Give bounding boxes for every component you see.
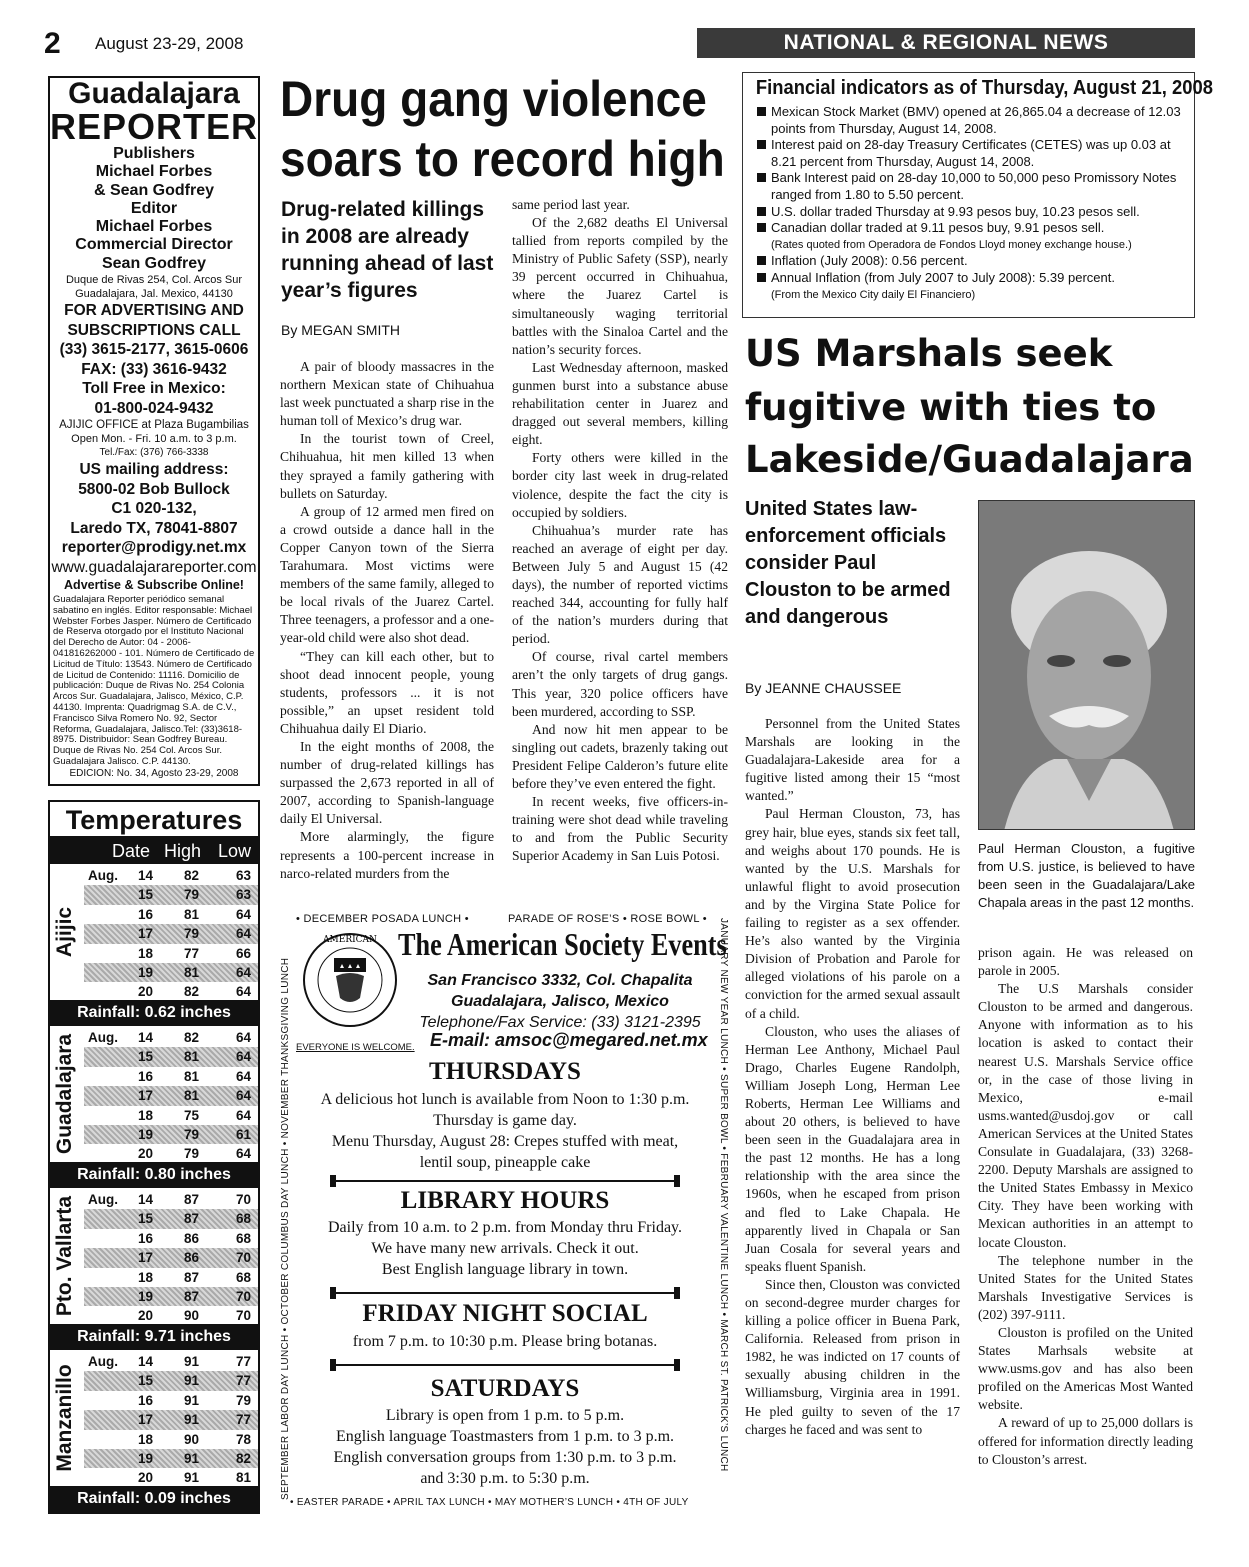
masthead-box bbox=[48, 76, 260, 786]
photo-caption: Paul Herman Clouston, a fugitive from U.S. justice, is believed to have been seen in the Guadalajara/Lake Chapala areas in the past 12 months. bbox=[978, 841, 1195, 910]
paragraph: Since then, Clouston was convicted on second-degree murder charges for killing a police officer in Buena Park, California. Released from prison in 1982, he was indicted on 17 counts of sexually abusing children in the Williamsburg, Virginia area in 1991. He pled guilty to seven of the 17 charges he faced and was sent to bbox=[745, 1276, 960, 1437]
paragraph: In the eight months of 2008, the number of drug-related killings has surpassed the 2,673 reported in all of 2007, according to Spanish-language daily El Universal. bbox=[280, 738, 494, 827]
paragraph: Chihuahua’s murder rate has reached an average of eight per day. Between July 5 and August 15 (42 days), the number of reported victims reached 344, accounting for fully half of the nation’s murders during that period. bbox=[512, 522, 728, 647]
financial-item: Mexican Stock Market (BMV) opened at 26,865.04 a decrease of 12.03 points from Thursday, August 14, 2008. bbox=[757, 104, 1186, 137]
temperature-row: Aug. 14 82 63 bbox=[88, 868, 252, 883]
temperature-row: 17 81 64 bbox=[84, 1086, 258, 1105]
ad-divider bbox=[330, 1364, 680, 1366]
bullet-square-icon bbox=[757, 223, 766, 232]
temperature-row: 18 87 68 bbox=[138, 1269, 252, 1285]
temperature-row: 15 91 77 bbox=[84, 1371, 258, 1390]
ad-text: Library is open from 1 p.m. to 5 p.m. English language Toastmasters from 1 p.m. to 3 p.m. English conversation groups from 1:30 p.m. to 3 p.m. and 3:30 p.m. to 5:30 p.m. bbox=[333, 1407, 677, 1487]
ad-heading-friday: FRIDAY NIGHT SOCIAL bbox=[362, 1300, 648, 1327]
second-column-1 bbox=[745, 715, 960, 1439]
temperature-row: 16 91 79 bbox=[138, 1392, 252, 1408]
society-seal-icon bbox=[300, 928, 400, 1038]
us-mailing-line: Laredo TX, 78041-8807 bbox=[70, 519, 238, 537]
ad-welcome: EVERYONE IS WELCOME. bbox=[296, 1042, 415, 1053]
ad-border-bottom: • EASTER PARADE • APRIL TAX LUNCH • MAY MOTHER’S LUNCH • 4TH OF JULY bbox=[290, 1497, 689, 1508]
temperature-row: 20 82 64 bbox=[138, 984, 252, 1000]
city-block bbox=[50, 1350, 258, 1486]
paragraph: The telephone number in the United States for the United States Marshals Investigative Services is (202) 397-9111. bbox=[978, 1252, 1193, 1322]
advertising-call: FOR ADVERTISING AND bbox=[64, 302, 244, 320]
paragraph: same period last year. bbox=[512, 197, 630, 212]
temperature-row: 15 87 68 bbox=[84, 1209, 258, 1228]
phone-numbers: (33) 3615-2177, 3615-0606 bbox=[59, 341, 249, 359]
temperatures-box bbox=[48, 800, 260, 1514]
portrait-image bbox=[979, 501, 1195, 830]
ad-border-right: JANUARY NEW YEAR LUNCH • SUPER BOWL • FEBRUARY VALENTINE LUNCH • MARCH ST. PATRICK’S LUNCH bbox=[718, 918, 729, 1472]
financial-indicators-box bbox=[742, 72, 1213, 318]
city-name: Manzanillo bbox=[53, 1364, 76, 1472]
ad-heading-library: LIBRARY HOURS bbox=[400, 1187, 610, 1214]
paragraph: A reward of up to 25,000 dollars is offered for information directly leading to Clouston’s arrest. bbox=[978, 1415, 1193, 1467]
col-date: Date bbox=[112, 841, 151, 861]
paragraph: “They can kill each other, but to shoot dead innocent people, young students, professors ... it is not possible,” an upset resident told Chihuahua daily El Diario. bbox=[280, 648, 494, 736]
bullet-square-icon bbox=[757, 273, 766, 282]
main-column-2 bbox=[512, 196, 728, 865]
second-headline-line2: fugitive with ties to bbox=[745, 386, 1157, 429]
temperature-row: 15 79 63 bbox=[84, 885, 258, 904]
masthead-title: Guadalajara bbox=[68, 77, 240, 110]
paragraph: A group of 12 armed men fired on a crowd outside a dance hall in the Copper Canyon town of the Sierra Tarahumara. Most victims were members of the same family, alleged to be local rivals of the Juarez Cartel. Three teenagers, a professor and a one-year-old child were also shot dead. bbox=[280, 503, 494, 646]
financial-item: Annual Inflation (from July 2007 to July 2008): 5.39 percent. bbox=[757, 270, 1186, 287]
city-name: Ajijic bbox=[53, 906, 76, 958]
ad-heading-saturdays: SATURDAYS bbox=[430, 1375, 580, 1402]
advertise-online: Advertise & Subscribe Online! bbox=[64, 578, 244, 593]
issue-date: August 23-29, 2008 bbox=[95, 34, 244, 53]
advertising-call: SUBSCRIPTIONS CALL bbox=[67, 321, 241, 339]
financial-item: Inflation (July 2008): 0.56 percent. bbox=[757, 253, 1186, 270]
fax-number: FAX: (33) 3616-9432 bbox=[81, 360, 227, 378]
bullet-square-icon bbox=[757, 107, 766, 116]
financial-item: Interest paid on 28-day Treasury Certificates (CETES) was up 0.03 at 8.21 percent from Thursday, August 14, 2008. bbox=[757, 137, 1186, 170]
rainfall-total: Rainfall: 9.71 inches bbox=[50, 1324, 258, 1350]
ad-text: Daily from 10 a.m. to 2 p.m. from Monday thru Friday. We have many new arrivals. Check it out. Best English language library in town. bbox=[327, 1219, 683, 1278]
financial-note: (From the Mexico City daily El Financiero) bbox=[771, 288, 976, 301]
main-byline: By MEGAN SMITH bbox=[281, 322, 401, 338]
ad-border-top-left: • DECEMBER POSADA LUNCH • bbox=[296, 913, 469, 925]
ajijic-phone: Tel./Fax: (376) 766-3338 bbox=[99, 447, 209, 459]
financial-list bbox=[743, 100, 1194, 303]
ad-border-top-right: PARADE OF ROSE’S • ROSE BOWL • bbox=[508, 913, 707, 925]
rainfall-total: Rainfall: 0.80 inches bbox=[50, 1162, 258, 1188]
temperature-row: 18 75 64 bbox=[138, 1107, 252, 1123]
paragraph: Forty others were killed in the border city last week in drug-related violence, despite the fact the city is occupied by soldiers. bbox=[512, 450, 728, 520]
staff-line: Michael Forbes bbox=[95, 218, 213, 236]
us-mailing-line: 5800-02 Bob Bullock bbox=[78, 480, 230, 498]
financial-note: (Rates quoted from Operadora de Fondos Lloyd money exchange house.) bbox=[771, 238, 1132, 251]
email-link[interactable]: reporter@prodigy.net.mx bbox=[61, 539, 247, 557]
masthead-subtitle: REPORTER bbox=[50, 106, 259, 147]
temperature-row: 18 77 66 bbox=[138, 945, 252, 961]
main-headline-line2: soars to record high bbox=[280, 131, 725, 187]
staff-line: Sean Godfrey bbox=[101, 254, 207, 272]
paragraph: In recent weeks, five officers-in-training were shot dead while traveling to and from the Public Security Superior Academy in San Luis Potosi. bbox=[512, 794, 728, 864]
ad-title: The American Society Events bbox=[398, 926, 727, 962]
temperature-row: 20 79 64 bbox=[138, 1146, 252, 1162]
ajijic-hours: Open Mon. - Fri. 10 a.m. to 3 p.m. bbox=[71, 433, 237, 446]
fugitive-photo bbox=[978, 500, 1195, 830]
paragraph: prison again. He was released on parole in 2005. bbox=[978, 945, 1193, 979]
website-link[interactable]: www.guadalajarareporter.com bbox=[51, 558, 257, 576]
temperature-row: 16 81 64 bbox=[138, 1068, 252, 1084]
bullet-square-icon bbox=[757, 256, 766, 265]
seal-lettering: AMERICAN bbox=[323, 935, 377, 945]
paragraph: Personnel from the United States Marshals are looking in the Guadalajara-Lakeside area for a fugitive listed among their 15 “most wanted.” bbox=[745, 716, 960, 804]
temperature-header-row bbox=[50, 838, 258, 864]
temperature-row: 16 81 64 bbox=[138, 906, 252, 922]
temperature-row: 20 90 70 bbox=[138, 1308, 252, 1324]
ad-border-left: SEPTEMBER LABOR DAY LUNCH • OCTOBER COLUMBUS DAY LUNCH • NOVEMBER THANKSGIVING LUNCH bbox=[280, 957, 291, 1500]
city-block bbox=[50, 864, 258, 1000]
paragraph: Last Wednesday afternoon, masked gunmen burst into a substance abuse rehabilitation center in Juarez and dragged out several members, killing eight. bbox=[512, 359, 728, 448]
ad-text: A delicious hot lunch is available from Noon to 1:30 p.m. Thursday is game day. Menu Thursday, August 28: Crepes stuffed with meat, lentil soup, pineapple cake bbox=[320, 1091, 690, 1171]
staff-line: & Sean Godfrey bbox=[93, 181, 215, 199]
financial-item: Bank Interest paid on 28-day 10,000 to 50,000 peso Promissory Notes ranged from 1.80 to 5.50 percent. bbox=[757, 170, 1186, 203]
temperature-row: 17 91 77 bbox=[84, 1410, 258, 1429]
edition-line: EDICION: No. 34, Agosto 23-29, 2008 bbox=[69, 767, 239, 779]
paragraph: Of the 2,682 deaths El Universal tallied from reports compiled by the Ministry of Public Safety (SSP), nearly 39 percent occurred in Chihuahua, where the Juarez Cartel is simultaneously waging territorial battles with the Sinaloa Cartel and the nation’s security forces. bbox=[512, 215, 728, 357]
temperature-row: 19 79 61 bbox=[84, 1125, 258, 1144]
toll-free-label: Toll Free in Mexico: bbox=[82, 380, 226, 398]
bullet-square-icon bbox=[757, 173, 766, 182]
legal-notice: Guadalajara Reporter periódico semanal sabatino en inglés. Editor responsable: Michael Webster Forbes Jasper. Número de Certificado de Reserva otorgado por el Instituto Nacional del Derecho de Autor: 04 - 2006- 041816262000 - 101. Número de Certificado de Licitud de Título: 13543. Número de Certificado de Licitud de Contenido: 11116. Domicilio de publicación: Duque de Rivas No. 254 Colonia Arcos Sur. Guadalajara, Jalisco, México, C.P. 44130. Imprenta: Quadrigmag S.A. de C.V., Francisco Silva Romero No. 92, Sector Reforma, Guadalajara, Jalisco.Tel: (33)3618-8975. Distribuidor: Sean Godfrey Bureau. Duque de Rivas No. 254 Col. Arcos Sur. Guadalajara Jalisco. C.P. 44130. bbox=[53, 594, 255, 768]
main-deck: Drug-related killings in 2008 are already running ahead of last year’s figures bbox=[281, 198, 494, 302]
paragraph: The U.S Marshals consider Clouston to be armed and dangerous. Anyone with information as to his location is asked to contact their nearest U.S. Marshals Service office or, in the case of those living in Mexico, e-mail usms.wanted@usdoj.gov or call American Services at the United States Consulate in Guadalajara, (33) 3268-2200. Deputy Marshals are assigned to the United States Embassy in Mexico City. They have been working with Mexican authorities in an attempt to locate Clouston. bbox=[978, 981, 1193, 1250]
city-name: Pto. Vallarta bbox=[53, 1195, 76, 1317]
ad-text: from 7 p.m. to 10:30 p.m. Please bring botanas. bbox=[352, 1333, 658, 1350]
staff-line: Publishers bbox=[113, 145, 195, 162]
temperature-row: 17 86 70 bbox=[84, 1248, 258, 1267]
staff-line: Commercial Director bbox=[75, 236, 233, 254]
paragraph: Clouston, who uses the aliases of Herman Lee Anthony, Michael Paul Drago, Charles Eugene Randolph, William Joseph Long, Herman Lee Roberts, Herman Lee Williams and about 20 others, is believed to have been seen in the Guadalajara area in the past 12 months. He has a long relationship with the area since the 1960s, when he escaped from prison and fled to Lake Chapala. He apparently lived in Chapala or San Juan Cosala for several years and speaks fluent Spanish. bbox=[745, 1023, 960, 1274]
second-column-2 bbox=[978, 944, 1193, 1469]
main-column-1 bbox=[280, 358, 494, 883]
financial-title: Financial indicators as of Thursday, August 21, 2008 bbox=[755, 77, 1213, 99]
ad-divider bbox=[330, 1180, 680, 1182]
temperatures-title: Temperatures bbox=[50, 802, 258, 838]
temperature-row: Aug. 14 82 64 bbox=[88, 1030, 252, 1045]
rainfall-total: Rainfall: 0.62 inches bbox=[50, 1000, 258, 1026]
second-headline-line1: US Marshals seek bbox=[745, 332, 1113, 375]
col-low: Low bbox=[218, 841, 252, 861]
temperature-row: 19 87 70 bbox=[84, 1287, 258, 1306]
us-mailing-line: C1 020-132, bbox=[111, 500, 197, 518]
staff-line: Michael Forbes bbox=[95, 163, 213, 181]
temperature-row: Aug. 14 91 77 bbox=[88, 1354, 252, 1369]
ad-heading-thursdays: THURSDAYS bbox=[429, 1058, 581, 1085]
paragraph: A pair of bloody massacres in the northern Mexican state of Chihuahua last week punctuated a sharp rise in the human toll of Mexico’s drug war. bbox=[280, 359, 494, 429]
paragraph: In the tourist town of Creel, Chihuahua, hit men killed 13 when they sprayed a family gathering with bullets on Saturday. bbox=[280, 431, 494, 501]
temperature-row: 19 91 82 bbox=[84, 1449, 258, 1468]
page-number: 2 bbox=[44, 27, 61, 60]
bullet-square-icon bbox=[757, 207, 766, 216]
us-mailing-label: US mailing address: bbox=[79, 461, 229, 479]
city-block bbox=[50, 1188, 258, 1324]
ajijic-office: AJIJIC OFFICE at Plaza Bugambilias bbox=[59, 419, 249, 432]
temperature-row: 18 90 78 bbox=[138, 1431, 252, 1447]
city-name: Guadalajara bbox=[53, 1033, 76, 1155]
paragraph: Clouston is profiled on the United States Marhsals website at www.usms.gov and has also been profiled on the Americas Most Wanted website. bbox=[978, 1324, 1193, 1413]
col-high: High bbox=[164, 841, 202, 861]
city-block bbox=[50, 1026, 258, 1162]
rainfall-total: Rainfall: 0.09 inches bbox=[50, 1486, 258, 1512]
temperature-row: 20 91 81 bbox=[138, 1470, 252, 1486]
ad-address: San Francisco 3332, Col. Chapalita Guadalajara, Jalisco, Mexico Telephone/Fax Service: (33) 3121-2395 bbox=[419, 972, 701, 1031]
second-headline-line3: Lakeside/Guadalajara bbox=[745, 438, 1194, 481]
second-deck: United States law-enforcement officials consider Paul Clouston to be armed and dangerous bbox=[745, 498, 951, 628]
ad-email-link[interactable]: E-mail: amsoc@megared.net.mx bbox=[430, 1030, 708, 1050]
temperature-row: Aug. 14 87 70 bbox=[88, 1192, 252, 1207]
temperature-row: 19 81 64 bbox=[84, 963, 258, 982]
toll-free-number: 01-800-024-9432 bbox=[94, 399, 214, 417]
temperature-row: 15 81 64 bbox=[84, 1047, 258, 1066]
bullet-square-icon bbox=[757, 140, 766, 149]
paragraph: Paul Herman Clouston, 73, has grey hair, blue eyes, stands six feet tall, and weighs about 170 pounds. He is wanted by the U.S. Marshals for unlawful flight to avoid prosecution and by the Virgina State Police for failing to register as a sex offender. He’s also wanted by the Virginia Division of Probation and Parole for alleged violations of his parole on a conviction for the armed sexual assault of a child. bbox=[745, 806, 960, 1021]
financial-item: U.S. dollar traded Thursday at 9.93 pesos buy, 10.23 pesos sell. bbox=[757, 204, 1186, 221]
second-byline: By JEANNE CHAUSSEE bbox=[745, 680, 902, 696]
temperature-row: 16 86 68 bbox=[138, 1230, 252, 1246]
ad-divider bbox=[330, 1292, 680, 1294]
temperature-row: 17 79 64 bbox=[84, 924, 258, 943]
paragraph: More alarmingly, the figure represents a 100-percent increase in narco-related murders from the bbox=[280, 829, 494, 881]
paragraph: Of course, rival cartel members aren’t the only targets of drug gangs. This year, 320 police officers have been murdered, according to SSP. bbox=[512, 649, 728, 719]
address-line: Guadalajara, Jal. Mexico, 44130 bbox=[75, 288, 233, 301]
financial-item: Canadian dollar traded at 9.11 pesos buy, 9.91 pesos sell. bbox=[757, 220, 1186, 237]
main-headline-line1: Drug gang violence bbox=[280, 71, 707, 127]
paragraph: And now hit men appear to be singling out cadets, brazenly taking out President Felipe Calderon’s future elite before they’ve even entered the fight. bbox=[512, 721, 728, 791]
address-line: Duque de Rivas 254, Col. Arcos Sur bbox=[65, 274, 243, 287]
section-banner: NATIONAL & REGIONAL NEWS bbox=[697, 28, 1195, 58]
staff-line: Editor bbox=[130, 199, 178, 217]
